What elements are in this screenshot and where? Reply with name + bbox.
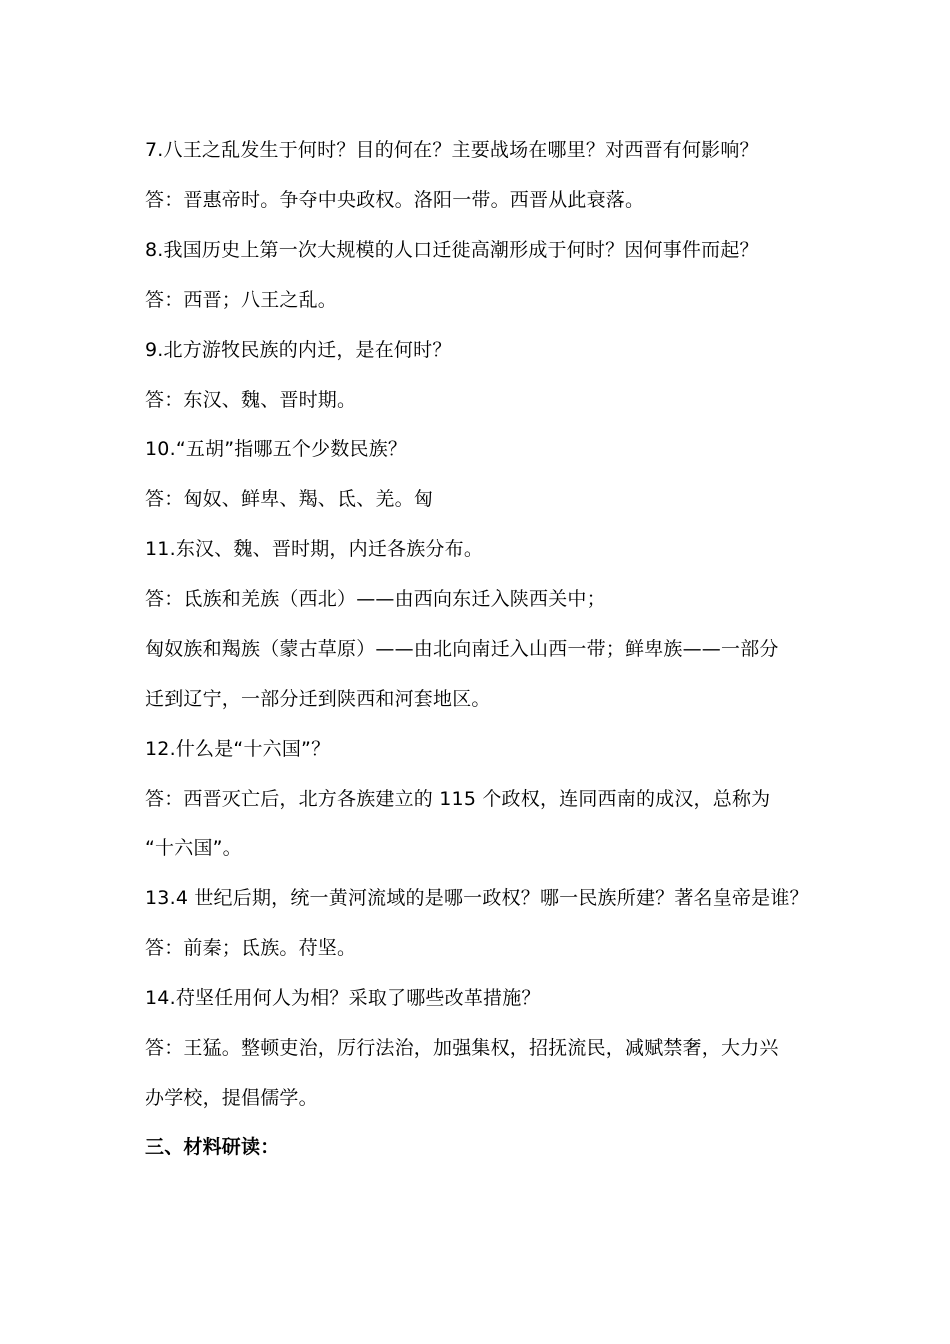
question-9: 9.北方游牧民族的内迁，是在何时？ (145, 339, 452, 361)
answer-12-line-2: “十六国”。 (145, 837, 242, 859)
answer-13: 答：前秦；氐族。苻坚。 (145, 937, 357, 959)
answer-14-line-1: 答：王猛。整顿吏治，厉行法治，加强集权，招抚流民，减赋禁奢，大力兴 (145, 1037, 779, 1059)
question-13: 13.4 世纪后期，统一黄河流域的是哪一政权？哪一民族所建？著名皇帝是谁？ (145, 887, 809, 909)
answer-14-line-2: 办学校，提倡儒学。 (145, 1087, 318, 1109)
question-11: 11.东汉、魏、晋时期，内迁各族分布。 (145, 538, 484, 560)
answer-9: 答：东汉、魏、晋时期。 (145, 389, 357, 411)
answer-10: 答：匈奴、鲜卑、羯、氐、羌。匈 (145, 488, 434, 510)
question-10: 10.“五胡”指哪五个少数民族？ (145, 438, 408, 460)
answer-12-line-1: 答：西晋灭亡后，北方各族建立的 115 个政权，连同西南的成汉，总称为 (145, 788, 771, 810)
question-14: 14.苻坚任用何人为相？采取了哪些改革措施？ (145, 987, 541, 1009)
answer-11-line-2: 匈奴族和羯族（蒙古草原）——由北向南迁入山西一带；鲜卑族——一部分 (145, 638, 779, 660)
answer-11-line-3: 迁到辽宁，一部分迁到陕西和河套地区。 (145, 688, 491, 710)
answer-7: 答：晋惠帝时。争夺中央政权。洛阳一带。西晋从此衰落。 (145, 189, 645, 211)
question-7: 7.八王之乱发生于何时？目的何在？主要战场在哪里？对西晋有何影响？ (145, 139, 759, 161)
question-12: 12.什么是“十六国”？ (145, 738, 331, 760)
section-heading: 三、材料研读： (145, 1136, 280, 1158)
question-8: 8.我国历史上第一次大规模的人口迁徙高潮形成于何时？因何事件而起？ (145, 239, 759, 261)
answer-8: 答：西晋；八王之乱。 (145, 289, 338, 311)
answer-11-line-1: 答：氐族和羌族（西北）——由西向东迁入陕西关中； (145, 588, 606, 610)
